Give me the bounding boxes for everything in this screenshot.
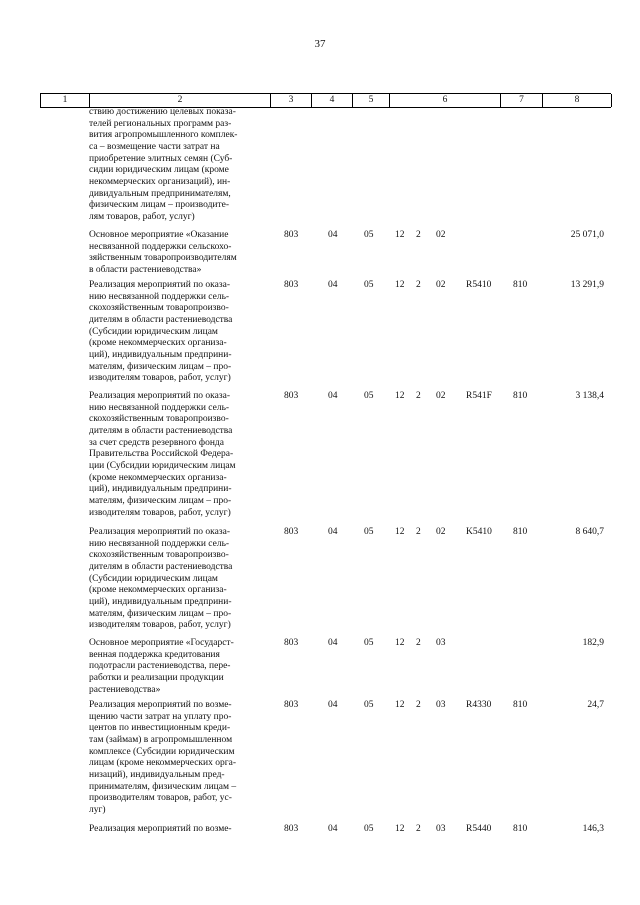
row-grbs: 803	[284, 527, 299, 537]
row-description: Реализация мероприятий по оказа- нию несвязанной поддержки сель- скохозяйственным товаропроизво- дителям в области растениеводства (Субсидии юридическим лицам (кроме некоммерческих организа- ций), индивидуальным предприни- мателям, физическим лицам – про- изводителям товаров, работ, услуг)	[89, 527, 233, 631]
row-description: Реализация мероприятий по оказа- нию несвязанной поддержки сель- скохозяйственным товаропроизво- дителям в области растениеводства за счет средств резервного фонда Правительства Российской Федера- ции (Субсидии юридическим лицам (кроме некоммерческих организа- ций), индивидуальным предприни- мателям, физическим лицам – про- изводителям товаров, работ, услуг)	[89, 391, 236, 518]
row-vr: 810	[513, 700, 528, 710]
row-rz: 04	[328, 230, 338, 240]
row-rz: 04	[328, 638, 338, 648]
row-cs-subprogram: 2	[416, 824, 421, 834]
row-cs-direction: R5410	[466, 280, 492, 290]
row-vr: 810	[513, 391, 528, 401]
row-cs-program: 12	[395, 391, 405, 401]
row-cs-event: 02	[436, 391, 446, 401]
header-col-2: 2	[89, 94, 270, 107]
row-grbs: 803	[284, 391, 299, 401]
row-sum: 13 291,9	[570, 280, 604, 290]
row-cs-program: 12	[395, 824, 405, 834]
row-rz: 04	[328, 527, 338, 537]
header-col-8: 8	[542, 94, 611, 107]
header-col-3: 3	[270, 94, 311, 107]
header-col-5: 5	[352, 94, 389, 107]
row-cs-program: 12	[395, 700, 405, 710]
row-grbs: 803	[284, 700, 299, 710]
row-pr: 05	[364, 638, 374, 648]
row-grbs: 803	[284, 824, 299, 834]
row-cs-direction: R4330	[466, 700, 492, 710]
header-col-1: 1	[40, 94, 89, 107]
row-sum: 182,9	[582, 638, 604, 648]
row-pr: 05	[364, 391, 374, 401]
row-grbs: 803	[284, 230, 299, 240]
row-cs-program: 12	[395, 230, 405, 240]
row-cs-subprogram: 2	[416, 391, 421, 401]
row-rz: 04	[328, 280, 338, 290]
row-pr: 05	[364, 700, 374, 710]
row-cs-program: 12	[395, 280, 405, 290]
row-vr: 810	[513, 280, 528, 290]
row-cs-program: 12	[395, 638, 405, 648]
header-col-6: 6	[389, 94, 500, 107]
row-sum: 25 071,0	[570, 230, 604, 240]
row-sum: 146,3	[582, 824, 604, 834]
row-vr: 810	[513, 527, 528, 537]
row-cs-subprogram: 2	[416, 280, 421, 290]
row-vr: 810	[513, 824, 528, 834]
row-sum: 24,7	[587, 700, 604, 710]
row-cs-subprogram: 2	[416, 700, 421, 710]
row-pr: 05	[364, 824, 374, 834]
row-rz: 04	[328, 824, 338, 834]
row-description: ствию достижению целевых показа- телей региональных программ раз- вития агропромышленного комплек- са – возмещение части затрат на приобретение элитных семян (Суб- сидии юридическим лицам (кроме некоммерческих организаций), ин- дивидуальным предпринимателям, физическим лицам – производите- лям товаров, работ, услуг)	[89, 107, 238, 222]
row-cs-event: 03	[436, 700, 446, 710]
row-sum: 8 640,7	[575, 527, 604, 537]
header-col-4: 4	[311, 94, 352, 107]
page-number: 37	[314, 38, 326, 50]
row-cs-event: 02	[436, 527, 446, 537]
row-cs-event: 03	[436, 638, 446, 648]
row-rz: 04	[328, 700, 338, 710]
row-cs-subprogram: 2	[416, 638, 421, 648]
row-cs-direction: K5410	[466, 527, 492, 537]
header-col-7: 7	[500, 94, 542, 107]
row-sum: 3 138,4	[575, 391, 604, 401]
row-description: Основное мероприятие «Государст- венная поддержка кредитования подотрасли растениеводства, пере- работки и реализации продукции растениеводства»	[89, 638, 234, 695]
row-cs-event: 03	[436, 824, 446, 834]
row-description: Реализация мероприятий по возме-	[89, 824, 232, 834]
row-cs-program: 12	[395, 527, 405, 537]
row-grbs: 803	[284, 280, 299, 290]
row-cs-event: 02	[436, 280, 446, 290]
row-pr: 05	[364, 280, 374, 290]
row-grbs: 803	[284, 638, 299, 648]
row-rz: 04	[328, 391, 338, 401]
row-pr: 05	[364, 230, 374, 240]
row-cs-subprogram: 2	[416, 230, 421, 240]
row-description: Реализация мероприятий по оказа- нию несвязанной поддержки сель- скохозяйственным товаропроизво- дителям в области растениеводства (Субсидии юридическим лицам (кроме некоммерческих организа- ций), индивидуальным предприни- мателям, физическим лицам – про- изводителям товаров, работ, услуг)	[89, 280, 233, 384]
row-cs-direction: R541F	[466, 391, 492, 401]
row-pr: 05	[364, 527, 374, 537]
row-description: Основное мероприятие «Оказание несвязанной поддержки сельскохо- зяйственным товаропроизводителям в области растениеводства»	[89, 230, 237, 275]
row-cs-direction: R5440	[466, 824, 492, 834]
row-cs-subprogram: 2	[416, 527, 421, 537]
table-header	[40, 93, 611, 108]
row-cs-event: 02	[436, 230, 446, 240]
row-description: Реализация мероприятий по возме- щению части затрат на уплату про- центов по инвестиционным креди- там (займам) в агропромышленном комплексе (Субсидии юридическим лицам (кроме некоммерческих орга- низаций), индивидуальным пред- принимателям, физическим лицам – производителям товаров, работ, ус- луг)	[89, 700, 237, 815]
